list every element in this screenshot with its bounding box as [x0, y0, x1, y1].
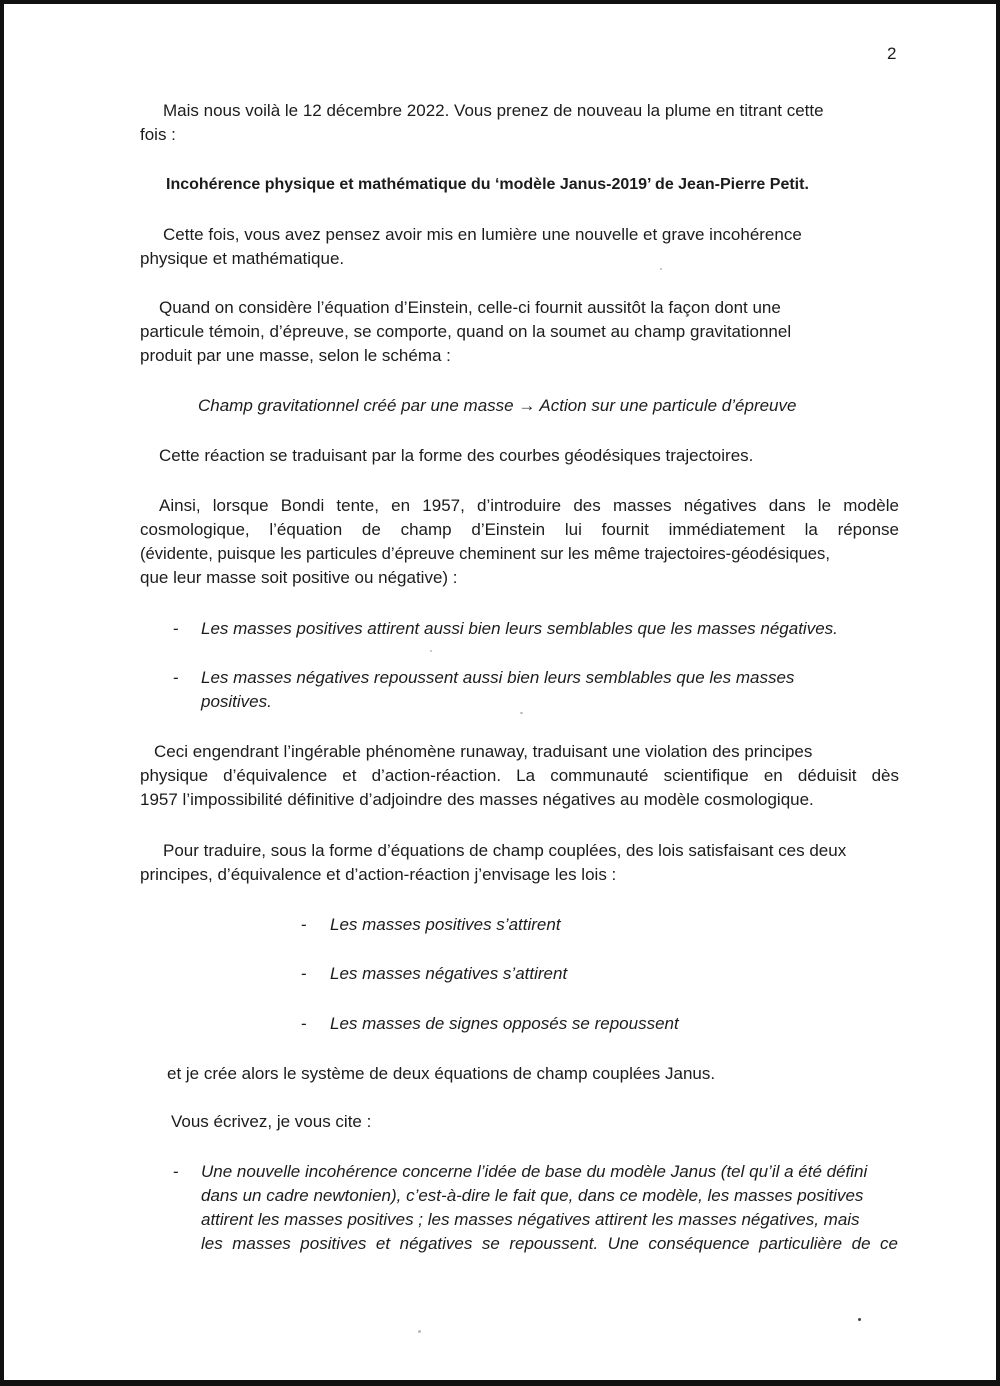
paragraph-5-line-3: (évidente, puisque les particules d’épreuve cheminent sur les même trajectoires-géodésiques, — [140, 544, 830, 563]
paragraph-7-line-2: principes, d’équivalence et d’action-réaction j’envisage les lois : — [140, 865, 617, 884]
paragraph-9: Vous écrivez, je vous cite : — [171, 1112, 372, 1131]
bondi-list-item-2-line-1: Les masses négatives repoussent aussi bien leurs semblables que les masses — [201, 668, 795, 687]
paragraph-2-line-1: Cette fois, vous avez pensez avoir mis en lumière une nouvelle et grave incohérence — [163, 225, 802, 244]
list-dash: - — [301, 1014, 307, 1033]
page-number: 2 — [887, 44, 897, 63]
paragraph-8: et je crée alors le système de deux équations de champ couplées Janus. — [167, 1064, 716, 1083]
list-dash: - — [301, 915, 307, 934]
scan-speck — [418, 1330, 421, 1333]
list-dash: - — [173, 668, 179, 687]
bondi-list-item-1: Les masses positives attirent aussi bien leurs semblables que les masses négatives. — [201, 619, 838, 638]
janus-law-2: Les masses négatives s’attirent — [330, 964, 568, 983]
quote-line-4: les masses positives et négatives se repoussent. Une conséquence particulière de ce — [201, 1234, 898, 1253]
paragraph-3-line-1: Quand on considère l’équation d’Einstein, celle-ci fournit aussitôt la façon dont une — [159, 298, 781, 317]
document-heading: Incohérence physique et mathématique du ‘modèle Janus-2019’ de Jean-Pierre Petit. — [166, 176, 809, 193]
paragraph-2-line-2: physique et mathématique. — [140, 249, 345, 268]
janus-law-3: Les masses de signes opposés se repoussent — [330, 1014, 679, 1033]
paragraph-5-line-2: cosmologique, l’équation de champ d’Einstein lui fournit immédiatement la réponse — [140, 520, 899, 539]
paragraph-1-line-2: fois : — [140, 125, 176, 144]
gravitation-scheme: Champ gravitationnel créé par une masse → Action sur une particule d’épreuve — [198, 396, 797, 415]
quote-line-2: dans un cadre newtonien), c’est-à-dire le fait que, dans ce modèle, les masses positives — [201, 1186, 864, 1205]
paragraph-5-line-1: Ainsi, lorsque Bondi tente, en 1957, d’introduire des masses négatives dans le modèle — [159, 496, 899, 515]
paragraph-7-line-1: Pour traduire, sous la forme d’équations de champ couplées, des lois satisfaisant ces deux — [163, 841, 847, 860]
bondi-list-item-2-line-2: positives. — [201, 692, 272, 711]
scan-speck — [660, 268, 662, 270]
paragraph-1-line-1: Mais nous voilà le 12 décembre 2022. Vous prenez de nouveau la plume en titrant cette — [163, 101, 824, 120]
paragraph-6-line-1: Ceci engendrant l’ingérable phénomène runaway, traduisant une violation des principes — [154, 742, 813, 761]
paragraph-3-line-3: produit par une masse, selon le schéma : — [140, 346, 451, 365]
quote-line-1: Une nouvelle incohérence concerne l’idée de base du modèle Janus (tel qu’il a été défini — [201, 1162, 868, 1181]
paragraph-6-line-3: 1957 l’impossibilité définitive d’adjoindre des masses négatives au modèle cosmologique. — [140, 790, 814, 809]
janus-law-1: Les masses positives s’attirent — [330, 915, 561, 934]
paragraph-4: Cette réaction se traduisant par la forme des courbes géodésiques trajectoires. — [159, 446, 754, 465]
paragraph-5-line-4: que leur masse soit positive ou négative) : — [140, 568, 458, 587]
scan-speck — [430, 650, 432, 652]
quote-line-3: attirent les masses positives ; les masses négatives attirent les masses négatives, mais — [201, 1210, 860, 1229]
paragraph-6-line-2: physique d’équivalence et d’action-réaction. La communauté scientifique en déduisit dès — [140, 766, 899, 785]
scan-speck — [520, 712, 523, 714]
paragraph-3-line-2: particule témoin, d’épreuve, se comporte, quand on la soumet au champ gravitationnel — [140, 322, 792, 341]
list-dash: - — [173, 619, 179, 638]
scan-speck — [858, 1318, 861, 1321]
list-dash: - — [173, 1162, 179, 1181]
list-dash: - — [301, 964, 307, 983]
